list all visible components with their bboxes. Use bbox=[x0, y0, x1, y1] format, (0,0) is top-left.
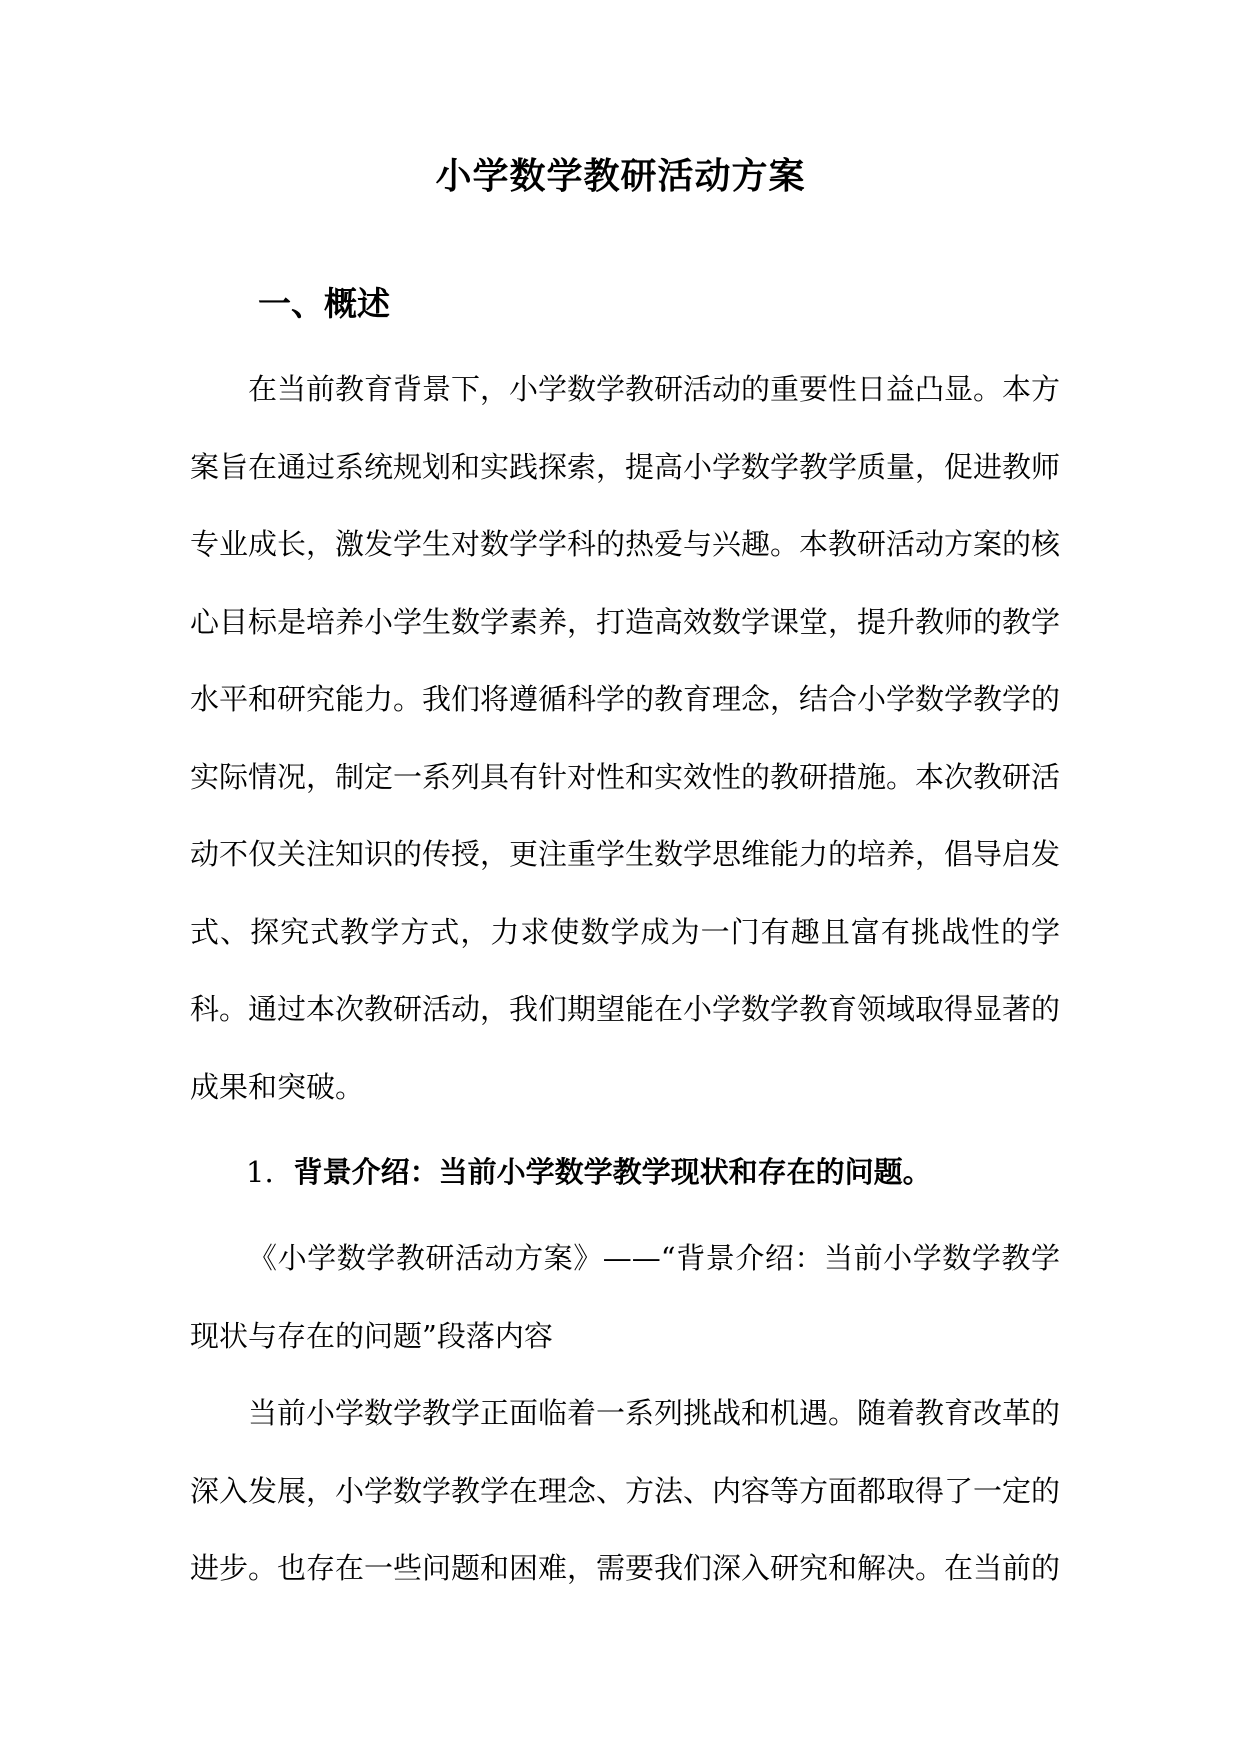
document-title: 小学数学教研活动方案 bbox=[435, 155, 806, 197]
subsection-heading-background bbox=[246, 1150, 932, 1194]
background-paragraph: 当前小学数学教学正面临着一系列挑战和机遇。随着教育改革的深入发展，小学数学教学在理念、方法、内容等方面都取得了一定的进步。也存在一些问题和困难，需要我们深入研究和解决。在当前的 bbox=[190, 1396, 1061, 1585]
subsection-intro-paragraph: 《小学数学教研活动方案》——“背景介绍：当前小学数学教学现状与存在的问题”段落内容 bbox=[190, 1241, 1060, 1353]
subsection-number: 1. bbox=[246, 1155, 274, 1189]
subsection-title: 背景介绍：当前小学数学教学现状和存在的问题。 bbox=[293, 1155, 932, 1189]
section-heading-overview: 一、概述 bbox=[258, 284, 390, 323]
overview-paragraph: 在当前教育背景下，小学数学教研活动的重要性日益凸显。本方案旨在通过系统规划和实践探索，提高小学数学教学质量，促进教师专业成长，激发学生对数学学科的热爱与兴趣。本教研活动方案的核心目标是培养小学生数学素养，打造高效数学课堂，提升教师的教学水平和研究能力。我们将遵循科学的教育理念，结合小学数学教学的实际情况，制定一系列具有针对性和实效性的教研措施。本次教研活动不仅关注知识的传授，更注重学生数学思维能力的培养，倡导启发式、探究式教学方式，力求使数学成为一门有趣且富有挑战性的学科。通过本次教研活动，我们期望能在小学数学教育领域取得显著的成果和突破。 bbox=[190, 372, 1061, 1104]
